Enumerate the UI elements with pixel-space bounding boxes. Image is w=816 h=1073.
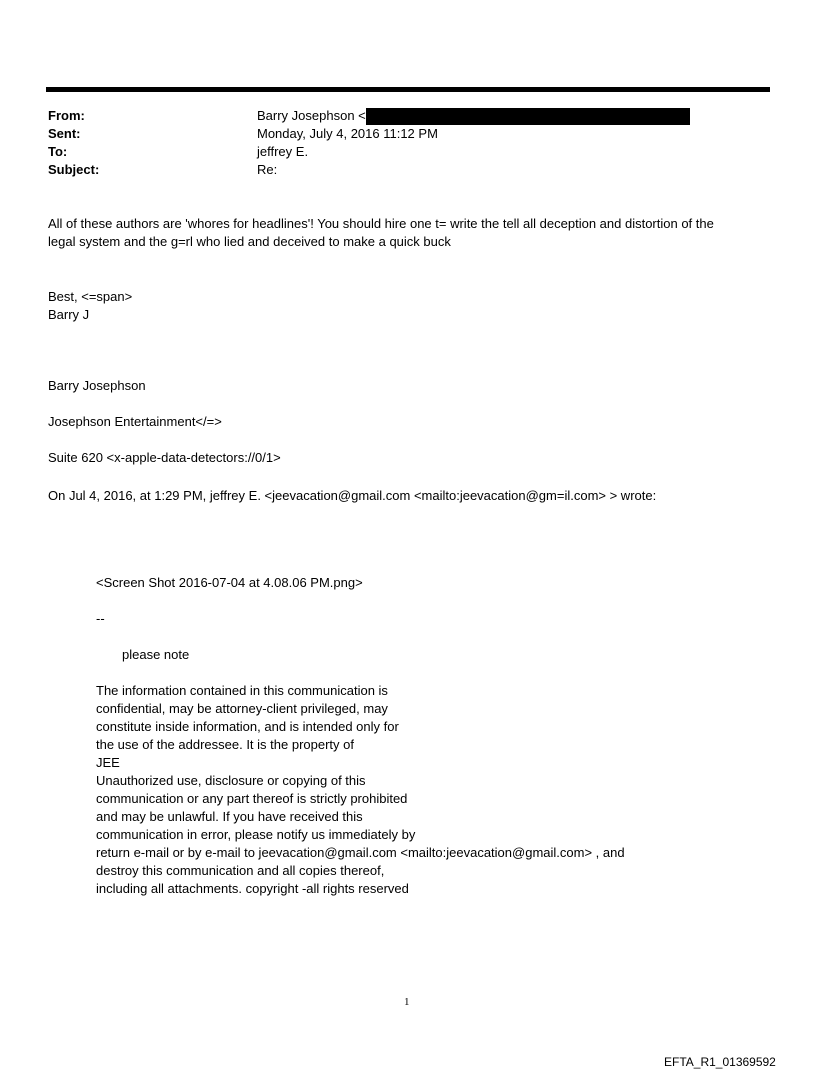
disclaimer-line: destroy this communication and all copies thereof, [96,863,385,878]
signature-separator: -- [96,611,105,626]
redaction-bar [366,108,690,125]
page-number: 1 [404,996,410,1008]
to-value: jeffrey E. [257,144,309,159]
signature-suite: Suite 620 <x-apple-data-detectors://0/1> [48,450,281,465]
signature-name: Barry Josephson [48,378,146,393]
disclaimer-line: communication in error, please notify us immediately by [96,827,416,842]
closing-line-2: Barry J [48,307,90,322]
header-divider [46,87,770,92]
disclaimer-line: return e-mail or by e-mail to jeevacation@gmail.com <mailto:jeevacation@gmail.com> , and [96,845,625,860]
quote-intro: On Jul 4, 2016, at 1:29 PM, jeffrey E. <jeevacation@gmail.com <mailto:jeevacation@gm=il.com> > wrote: [48,488,657,503]
please-note: please note [122,647,190,662]
from-label: From: [48,108,85,123]
body-paragraph-line-1: All of these authors are 'whores for headlines'! You should hire one t= write the tell all deception and distortion of the [48,216,714,231]
subject-label: Subject: [48,162,100,177]
attachment-reference: <Screen Shot 2016-07-04 at 4.08.06 PM.png> [96,575,363,590]
disclaimer-line: confidential, may be attorney-client privileged, may [96,701,388,716]
from-value: Barry Josephson < [257,108,366,123]
disclaimer-line: The information contained in this communication is [96,683,388,698]
disclaimer-line: JEE [96,755,120,770]
body-paragraph-line-2: legal system and the g=rl who lied and deceived to make a quick buck [48,234,451,249]
sent-value: Monday, July 4, 2016 11:12 PM [257,126,438,141]
signature-company: Josephson Entertainment</=> [48,414,222,429]
disclaimer-line: constitute inside information, and is intended only for [96,719,399,734]
disclaimer-line: including all attachments. copyright -all rights reserved [96,881,409,896]
sent-label: Sent: [48,126,81,141]
closing-line-1: Best, <=span> [48,289,133,304]
bates-number: EFTA_R1_01369592 [664,1055,776,1069]
disclaimer-line: and may be unlawful. If you have received this [96,809,363,824]
disclaimer-line: Unauthorized use, disclosure or copying of this [96,773,366,788]
subject-value: Re: [257,162,278,177]
to-label: To: [48,144,68,159]
disclaimer-line: the use of the addressee. It is the property of [96,737,354,752]
disclaimer-line: communication or any part thereof is strictly prohibited [96,791,408,806]
